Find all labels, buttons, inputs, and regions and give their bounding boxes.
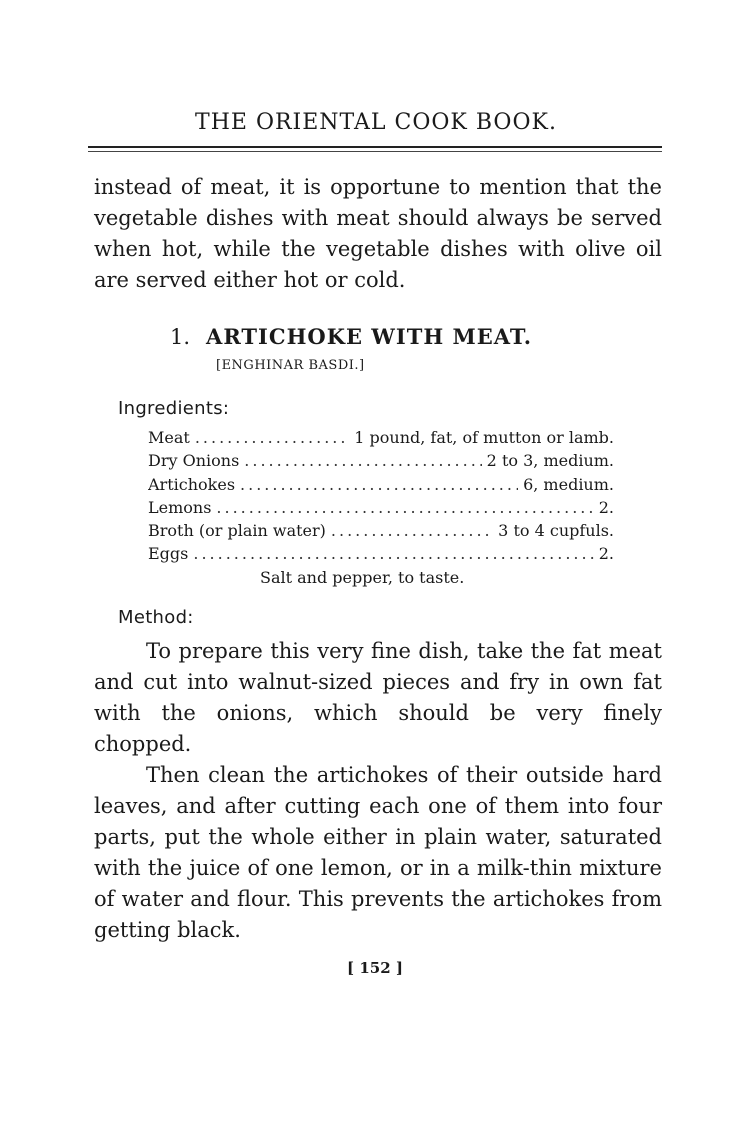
ingredient-qty: 1 pound, fat, of mutton or lamb. [354,428,614,447]
ingredients-list [148,428,614,568]
leader-dots [195,428,349,447]
seasoning-note: Salt and pepper, to taste. [260,568,465,587]
ingredients-label: Ingredients: [118,398,230,419]
ingredient-item: Meat [148,428,190,447]
running-title: THE ORIENTAL COOK BOOK. [195,110,557,135]
header-rule-thin [88,151,662,152]
method-paragraph: To prepare this very fine dish, take the fat meat and cut into walnut-sized pieces and fry in own fat with the onions, which should be very finely chopped. [94,639,662,756]
ingredient-item: Dry Onions [148,451,240,471]
header-rule-thick [88,146,662,148]
ingredient-qty: 2 to 3, medium. [486,451,614,471]
leader-dots [216,498,593,517]
recipe-title: ARTICHOKE WITH MEAT. [206,324,533,349]
ingredient-item: Broth (or plain water) [148,521,326,541]
leader-dots [331,521,493,540]
ingredient-item: Artichokes [148,474,236,494]
ingredient-row [148,544,614,567]
ingredient-item: Lemons [148,497,212,517]
leader-dots [240,475,518,494]
intro-paragraph: instead of meat, it is opportune to mention that the vegetable dishes with meat should always be served when hot, while the vegetable dishes with olive oil are served either hot or cold. [94,175,662,292]
ingredient-row [148,451,614,474]
recipe-heading [170,324,532,349]
ingredient-row [148,428,614,451]
leader-dots [244,451,481,470]
ingredient-row [148,498,614,521]
page-number: [ 152 ] [347,959,403,977]
ingredient-row [148,521,614,544]
ingredient-row [148,475,614,498]
ingredient-qty: 3 to 4 cupfuls. [498,521,614,541]
ingredient-item: Eggs [148,544,189,564]
leader-dots [193,544,593,563]
method-label: Method: [118,607,194,628]
ingredient-qty: 2. [598,497,614,517]
recipe-subtitle: [ENGHINAR BASDI.] [216,358,365,373]
method-text [94,636,662,946]
ingredient-qty: 6, medium. [523,474,614,494]
method-paragraph: Then clean the artichokes of their outside hard leaves, and after cutting each one of them into four parts, put the whole either in plain water, saturated with the juice of one lemon, or in a milk-thin mixture of water and flour. This prevents the artichokes from getting black. [94,763,662,942]
ingredient-qty: 2. [598,544,614,564]
recipe-number: 1. [170,325,191,349]
